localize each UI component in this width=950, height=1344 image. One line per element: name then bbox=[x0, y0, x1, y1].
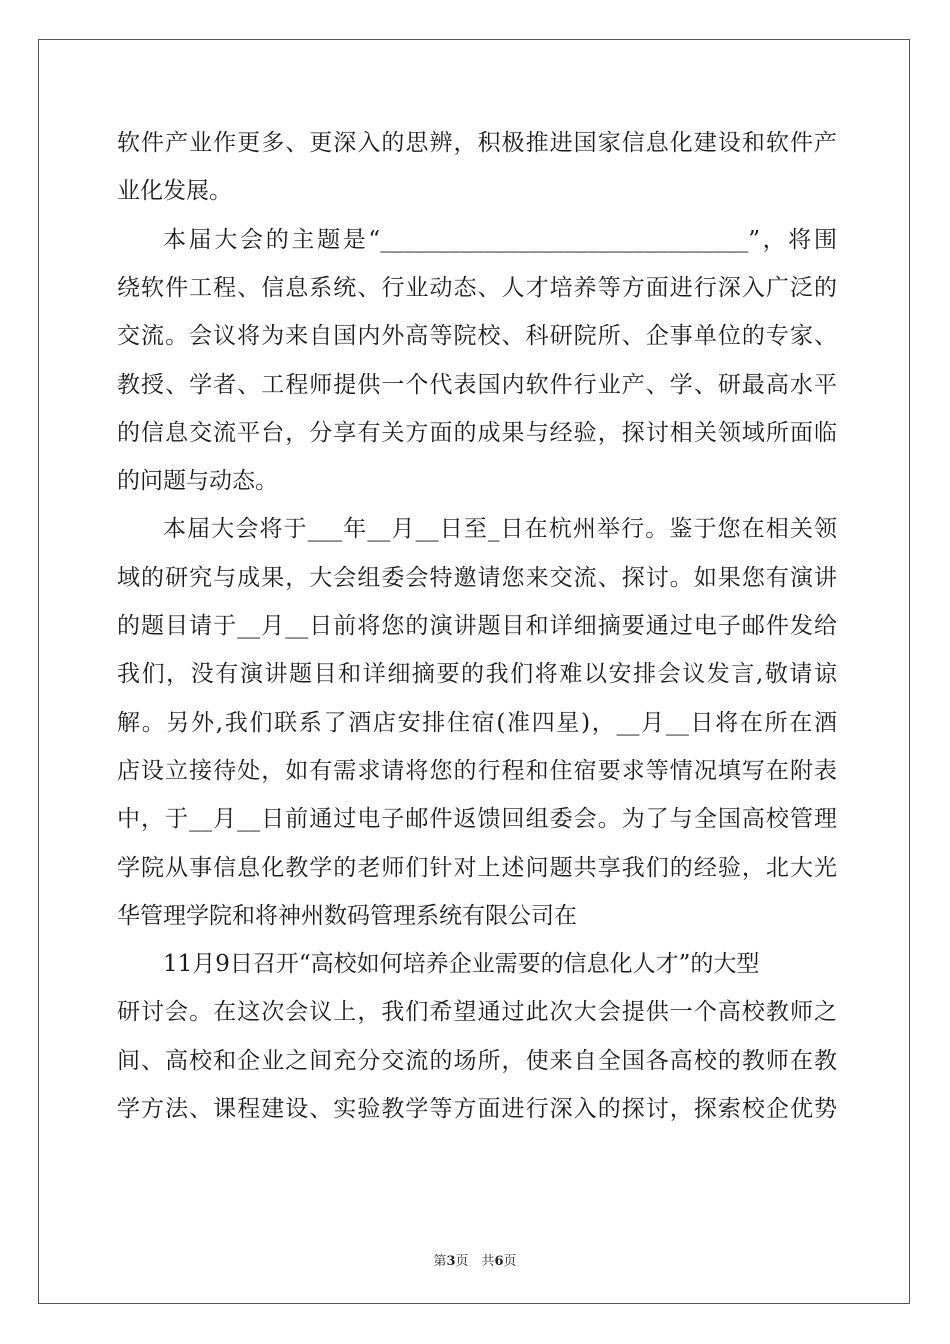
text-line: 间、高校和企业之间充分交流的场所，使来自全国各高校的教师在教 bbox=[117, 1047, 837, 1074]
text-line: 教授、学者、工程师提供一个代表国内软件行业产、学、研最高水平 bbox=[117, 371, 837, 398]
footer-total-pages: 6 bbox=[494, 1254, 504, 1269]
text-line: 软件产业作更多、更深入的思辨，积极推进国家信息化建设和软件产 bbox=[117, 130, 837, 156]
text-line: 交流。会议将为来自国内外高等院校、科研院所、企事单位的专家、 bbox=[117, 323, 837, 350]
page-footer bbox=[0, 1250, 950, 1269]
text-line: 解。另外,我们联系了酒店安排住宿(准四星)，__月__日将在所在酒 bbox=[117, 709, 837, 736]
text-line: 域的研究与成果，大会组委会特邀请您来交流、探讨。如果您有演讲 bbox=[117, 564, 837, 591]
text-line: 业化发展。 bbox=[117, 178, 232, 205]
text-line: 店设立接待处，如有需求请将您的行程和住宿要求等情况填写在附表 bbox=[117, 757, 837, 784]
text-line: 本届大会的主题是“________________________________”，将围 bbox=[163, 226, 837, 253]
footer-mid: 页 共 bbox=[455, 1254, 495, 1269]
footer-prefix: 第 bbox=[433, 1254, 447, 1269]
text-line: 的信息交流平台，分享有关方面的成果与经验，探讨相关领域所面临 bbox=[117, 419, 837, 446]
footer-current-page: 3 bbox=[446, 1254, 456, 1269]
text-line: 学方法、课程建设、实验教学等方面进行深入的探讨，探索校企优势 bbox=[117, 1096, 837, 1122]
text-line: 研讨会。在这次会议上，我们希望通过此次大会提供一个高校教师之 bbox=[117, 999, 837, 1026]
text-line: 我们，没有演讲题目和详细摘要的我们将难以安排会议发言,敬请谅 bbox=[117, 661, 837, 688]
text-line: 本届大会将于___年__月__日至_日在杭州举行。鉴于您在相关领 bbox=[163, 516, 837, 543]
footer-suffix: 页 bbox=[503, 1254, 517, 1269]
text-line: 11月9日召开“高校如何培养企业需要的信息化人才”的大型 bbox=[163, 951, 760, 978]
text-line: 华管理学院和将神州数码管理系统有限公司在 bbox=[117, 902, 577, 929]
text-line: 学院从事信息化教学的老师们针对上述问题共享我们的经验，北大光 bbox=[117, 854, 837, 881]
text-line: 的题目请于__月__日前将您的演讲题目和详细摘要通过电子邮件发给 bbox=[117, 613, 837, 639]
text-line: 的问题与动态。 bbox=[117, 468, 278, 495]
text-line: 中，于__月__日前通过电子邮件返馈回组委会。为了与全国高校管理 bbox=[117, 806, 837, 833]
text-line: 绕软件工程、信息系统、行业动态、人才培养等方面进行深入广泛的 bbox=[117, 274, 837, 301]
